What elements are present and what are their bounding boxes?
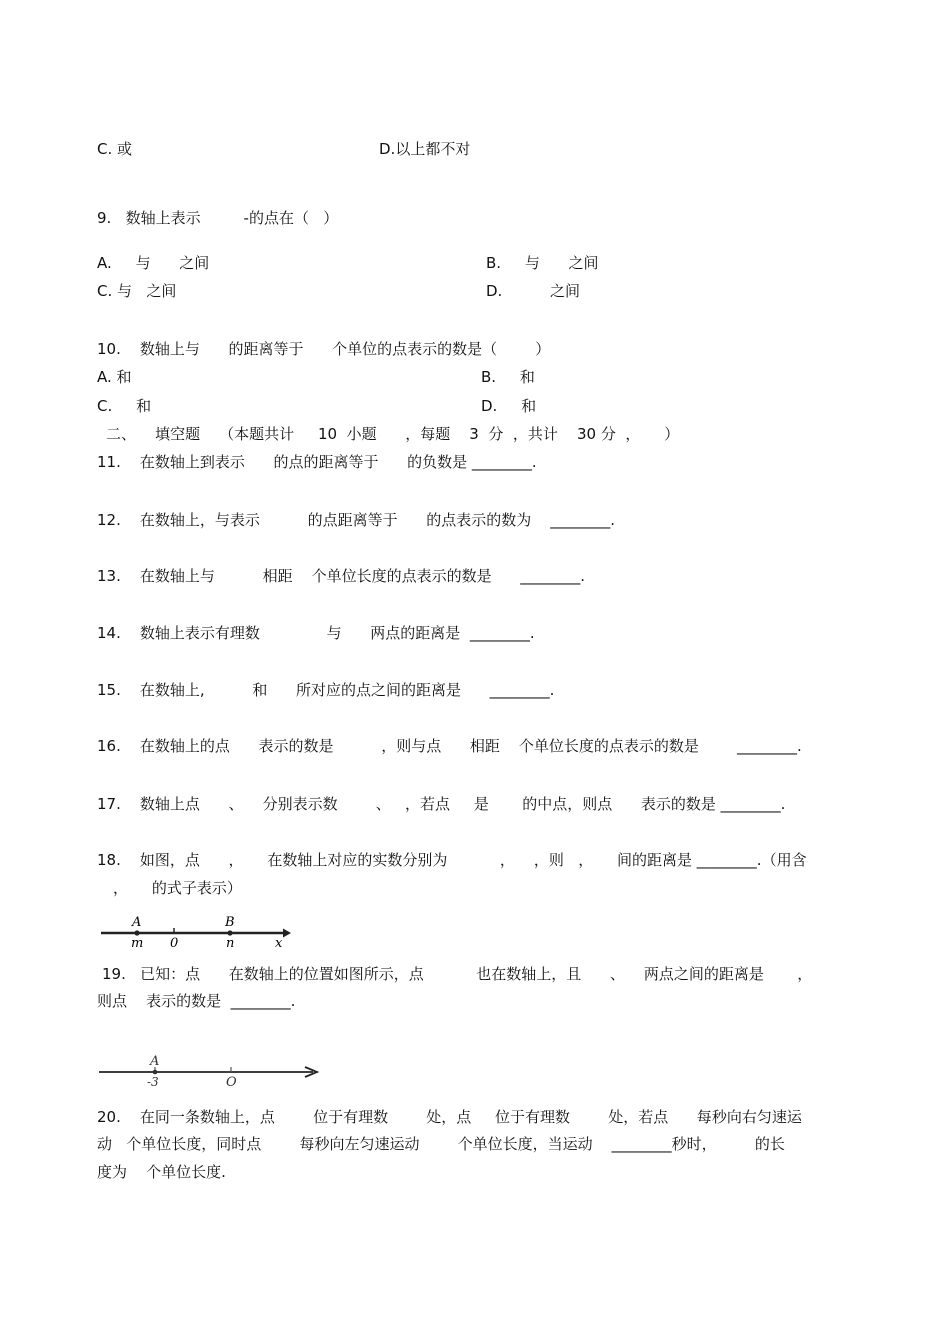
q20-line-3: 度为 个单位长度. — [97, 1163, 226, 1181]
q11: 11. 在数轴上到表示 的点的距离等于 的负数是 ________. — [97, 453, 537, 471]
q18-label-zero: 0 — [170, 936, 179, 951]
q19-label-neg3: -3 — [147, 1075, 159, 1089]
q19-label-point-a: A — [150, 1054, 160, 1069]
q18-point-a-dot — [134, 930, 139, 935]
q14: 14. 数轴上表示有理数 与 两点的距离是 ________. — [97, 624, 535, 642]
q9-option-c: C. 与 之间 — [97, 282, 177, 300]
q9-option-a: A. 与 之间 — [97, 254, 210, 272]
q8-option-d: D.以上都不对 — [379, 140, 471, 158]
section-heading-fill-in: 二、 填空题 （本题共计 10 小题 ，每题 3 分 ，共计 30 分 ， ） — [106, 425, 680, 443]
q12: 12. 在数轴上，与表示 的点距离等于 的点表示的数为 ________. — [97, 511, 616, 529]
q15: 15. 在数轴上, 和 所对应的点之间的距离是 ________. — [97, 681, 555, 699]
q10-option-b: B. 和 — [481, 368, 535, 386]
q9-option-d: D. 之间 — [486, 282, 580, 300]
q19-line-1: 19. 已知：点 在数轴上的位置如图所示，点 也在数轴上，且 、 两点之间的距离是 ， — [102, 965, 813, 983]
q10-stem: 10. 数轴上与 的距离等于 个单位的点表示的数是（ ） — [97, 340, 551, 358]
q10-option-a: A. 和 — [97, 368, 132, 386]
q20-line-1: 20. 在同一条数轴上，点 位于有理数 处，点 位于有理数 处，若点 每秒向右匀速运 — [97, 1108, 802, 1126]
q18-line-1: 18. 如图，点 ， 在数轴上对应的实数分别为 ， ，则 ， 间的距离是 ________.（用含 — [97, 851, 807, 869]
q18-number-line-figure — [95, 912, 295, 950]
q19-label-o: O — [226, 1075, 237, 1090]
q20-line-2: 动 个单位长度，同时点 每秒向左匀速运动 个单位长度，当运动 ________秒时， 的长 — [97, 1135, 785, 1153]
q9-option-b: B. 与 之间 — [486, 254, 599, 272]
q18-line-2: ， 的式子表示） — [113, 879, 242, 897]
q10-option-c: C. 和 — [97, 397, 152, 415]
q8-option-c: C. 或 — [97, 140, 133, 158]
q19-point-a-dot — [153, 1070, 158, 1075]
q18-label-point-a: A — [132, 915, 142, 930]
q13: 13. 在数轴上与 相距 个单位长度的点表示的数是 ________. — [97, 567, 586, 585]
q18-label-x: x — [275, 936, 283, 951]
q16: 16. 在数轴上的点 表示的数是 ，则与点 相距 个单位长度的点表示的数是 ________. — [97, 737, 802, 755]
q10-option-d: D. 和 — [481, 397, 537, 415]
q18-label-n: n — [226, 936, 235, 951]
q18-label-point-b: B — [225, 915, 235, 930]
q18-axis-arrow — [283, 929, 291, 938]
q18-label-m: m — [131, 936, 144, 951]
q17: 17. 数轴上点 、 分别表示数 、 ，若点 是 的中点，则点 表示的数是 ________. — [97, 795, 786, 813]
q19-line-2: 则点 表示的数是 ________. — [97, 992, 296, 1010]
q18-point-b-dot — [227, 930, 232, 935]
q9-stem: 9. 数轴上表示 -的点在（ ） — [97, 209, 339, 227]
q19-number-line-figure — [95, 1051, 330, 1089]
